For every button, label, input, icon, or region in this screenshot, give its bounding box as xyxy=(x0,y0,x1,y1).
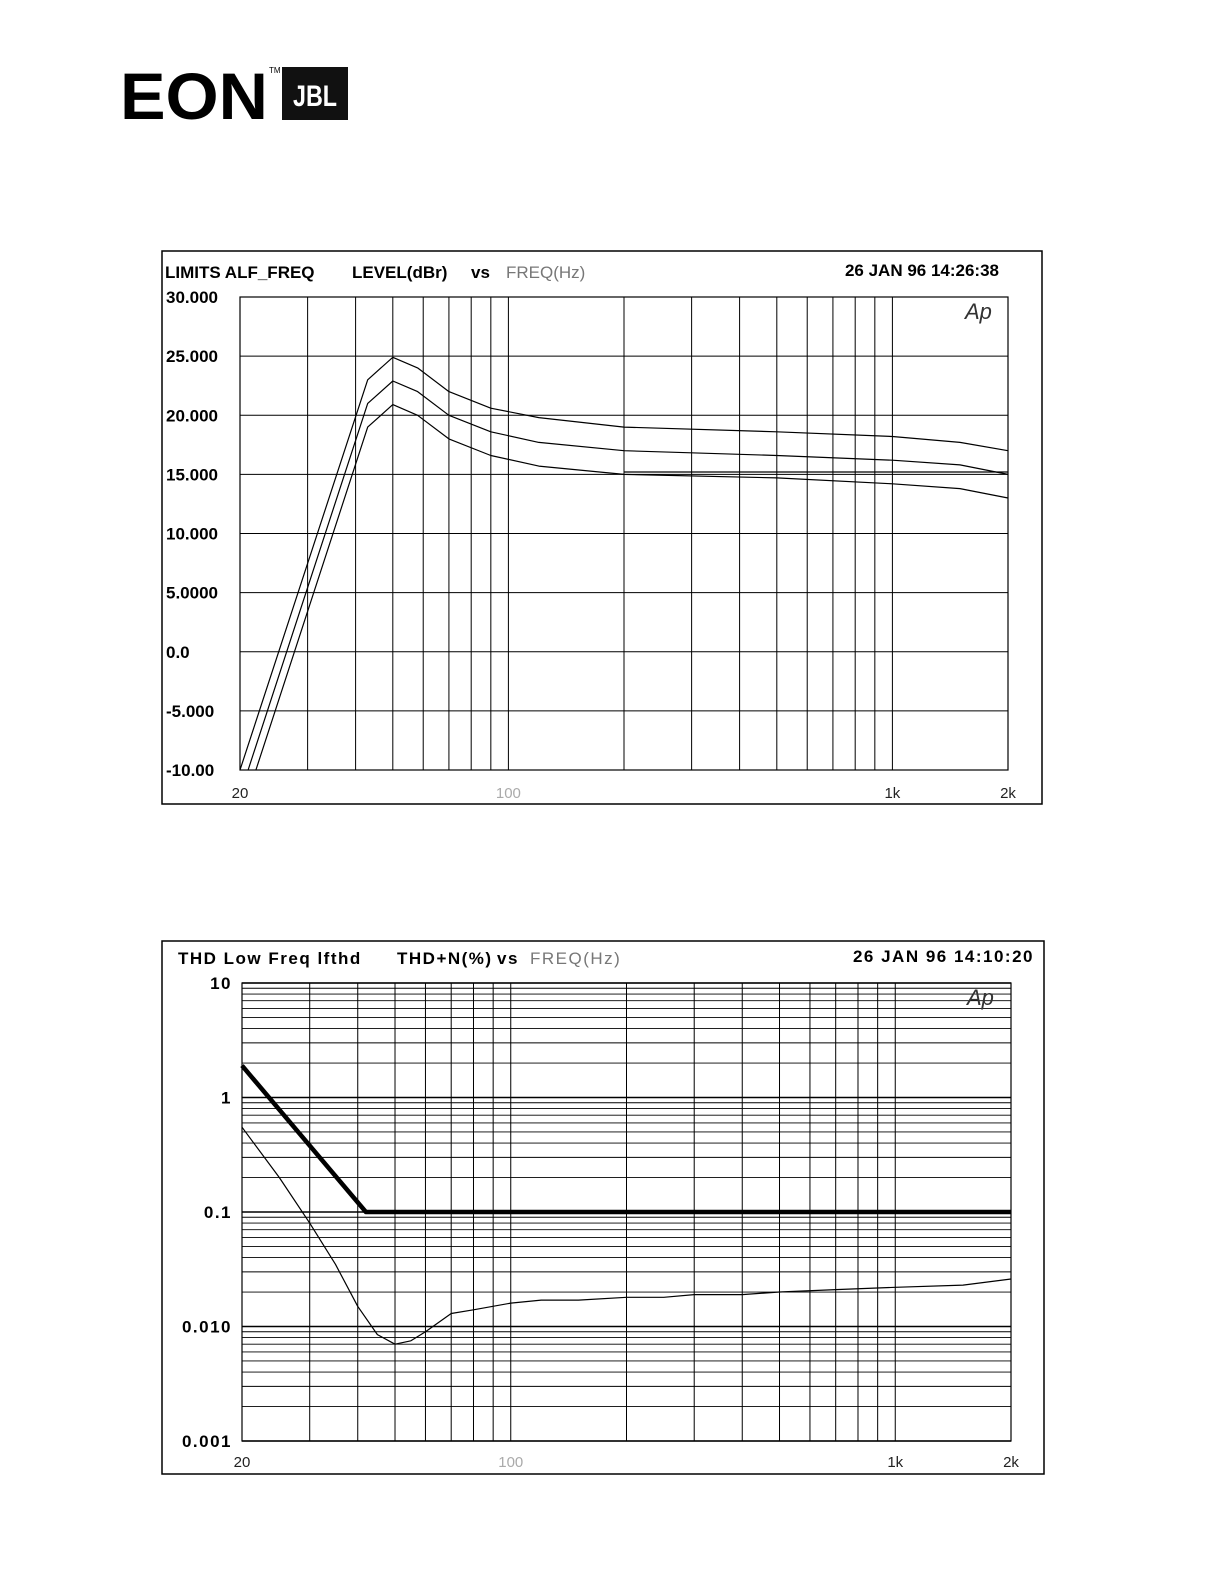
x-tick-label: 100 xyxy=(498,1454,524,1471)
x-tick-label: 2k xyxy=(1000,785,1016,802)
x-tick-label: 1k xyxy=(884,785,901,802)
x-tick-label: 20 xyxy=(233,1454,251,1471)
y-tick-label: 5.0000 xyxy=(166,583,218,603)
x-tick-label: 20 xyxy=(231,785,249,802)
y-tick-label: 0.001 xyxy=(181,1432,232,1451)
vs-label: vs xyxy=(497,949,519,968)
y-tick-label: 0.0 xyxy=(166,642,190,662)
y-tick-label: 10.000 xyxy=(166,524,218,544)
x-axis-label: FREQ(Hz) xyxy=(506,263,586,282)
x-tick-label: 2k xyxy=(1003,1454,1019,1471)
y-tick-label: 0.1 xyxy=(203,1203,232,1222)
y-tick-label: 10 xyxy=(210,974,232,993)
chart-name: THD Low Freq lfthd xyxy=(178,949,362,968)
vs-label: vs xyxy=(471,263,490,282)
timestamp: 26 JAN 96 14:26:38 xyxy=(844,261,999,280)
y-tick-label: 20.000 xyxy=(166,406,218,426)
x-axis-label: FREQ(Hz) xyxy=(530,949,622,968)
trademark-mark: TM xyxy=(269,66,281,75)
y-tick-label: -10.00 xyxy=(166,761,215,780)
timestamp: 26 JAN 96 14:10:20 xyxy=(852,947,1034,966)
eon-logo: EON xyxy=(120,64,268,124)
y-axis-label: LEVEL(dBr) xyxy=(352,263,448,282)
jbl-logo: JBL xyxy=(293,80,337,113)
y-tick-label: -5.000 xyxy=(166,701,215,721)
x-tick-label: 100 xyxy=(495,785,521,802)
y-tick-label: 15.000 xyxy=(166,465,218,485)
y-tick-label: 0.010 xyxy=(181,1317,232,1337)
chart-name: LIMITS ALF_FREQ xyxy=(165,263,315,282)
x-tick-label: 1k xyxy=(887,1454,904,1471)
y-tick-label: 30.000 xyxy=(166,288,218,307)
y-axis-label: THD+N(%) xyxy=(397,949,493,968)
ap-watermark: Ap xyxy=(967,985,994,1010)
chart-frame xyxy=(162,941,1044,1474)
ap-watermark: Ap xyxy=(965,299,992,324)
y-tick-label: 25.000 xyxy=(166,347,218,367)
y-tick-label: 1 xyxy=(221,1088,232,1108)
